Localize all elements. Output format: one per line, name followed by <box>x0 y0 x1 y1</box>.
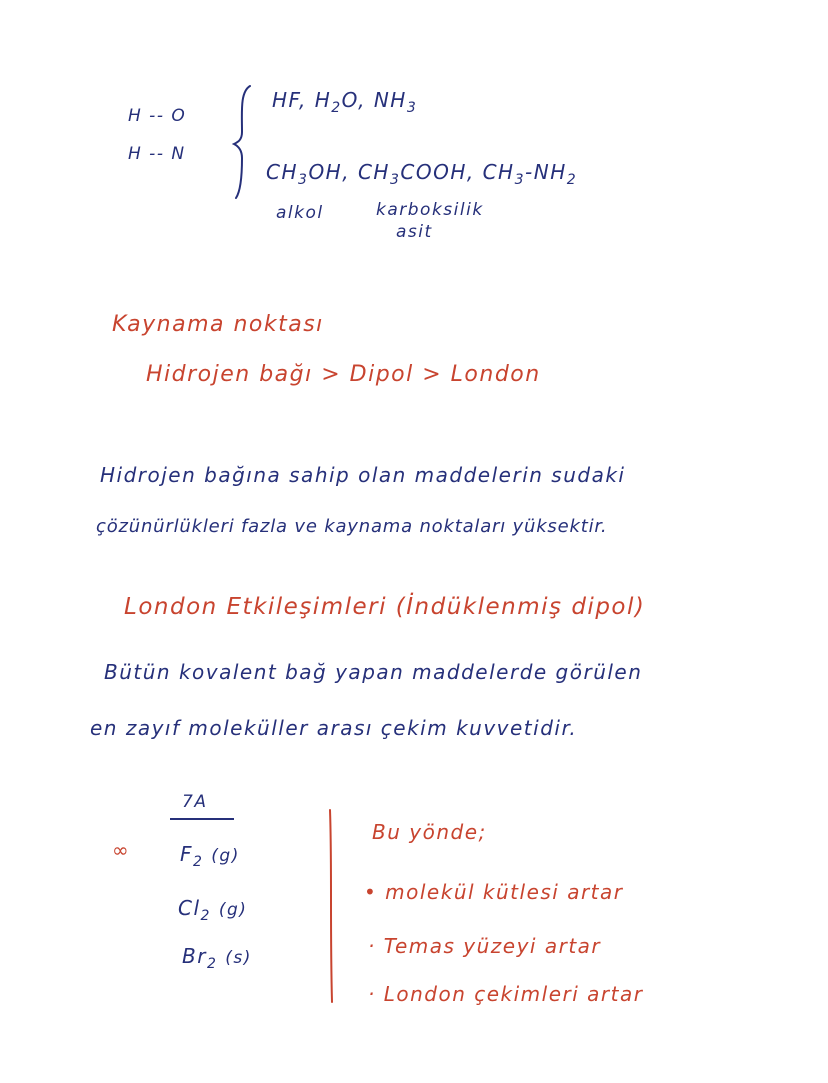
formula-hf: HF <box>272 88 299 112</box>
note-london-forces: · London çekimleri artar <box>368 982 644 1006</box>
hydrogen-bond-line-2: çözünürlükleri fazla ve kaynama noktaları yüksektir. <box>96 516 608 537</box>
group-underline <box>170 818 234 820</box>
label-asit: asit <box>396 222 433 242</box>
note-molecular-mass: • molekül kütlesi artar <box>364 880 624 904</box>
label-karboksilik: karboksilik <box>376 200 484 220</box>
formula-row-1: HF, $H_2O$, $NH_3$ <box>272 88 418 116</box>
h-n-bond-label: H -- N <box>128 144 186 164</box>
formula-row-2: $CH_3OH$, $CH_3COOH$, $CH_3-NH_2$ <box>266 160 578 188</box>
formula-ch3oh: $CH_3OH$ <box>266 160 343 188</box>
label-alkol: alkol <box>276 203 324 223</box>
formula-br2: $Br_2$ (s) <box>182 944 252 972</box>
note-contact-surface: · Temas yüzeyi artar <box>368 934 602 958</box>
curly-brace-icon <box>232 82 260 202</box>
note-heading: Bu yönde; <box>372 820 487 844</box>
formula-f2: $F_2$ (g) <box>180 842 240 870</box>
formula-cl2: $Cl_2$ (g) <box>178 896 248 924</box>
state-cl2: (g) <box>218 900 248 920</box>
formula-h2o: $H_2O$ <box>314 88 359 116</box>
formula-ch3nh2: $CH_3-NH_2$ <box>482 160 578 188</box>
h-o-bond-label: H -- O <box>128 106 187 126</box>
hydrogen-bond-line-1: Hidrojen bağına sahip olan maddelerin sudaki <box>100 463 626 487</box>
state-f2: (g) <box>211 846 240 866</box>
london-line-2: en zayıf moleküller arası çekim kuvvetidir. <box>90 716 578 740</box>
formula-ch3cooh: $CH_3COOH$ <box>357 160 467 188</box>
boiling-point-order: Hidrojen bağı > Dipol > London <box>146 362 541 387</box>
infinity-icon: ∞ <box>112 838 131 862</box>
group-label-7a: 7A <box>182 792 208 812</box>
vertical-divider <box>324 806 338 1006</box>
formula-nh3: $NH_3$ <box>373 88 418 116</box>
london-heading: London Etkileşimleri (İndüklenmiş dipol) <box>124 594 646 620</box>
boiling-point-heading: Kaynama noktası <box>112 312 324 337</box>
london-line-1: Bütün kovalent bağ yapan maddelerde görülen <box>104 660 643 684</box>
state-br2: (s) <box>225 948 252 968</box>
